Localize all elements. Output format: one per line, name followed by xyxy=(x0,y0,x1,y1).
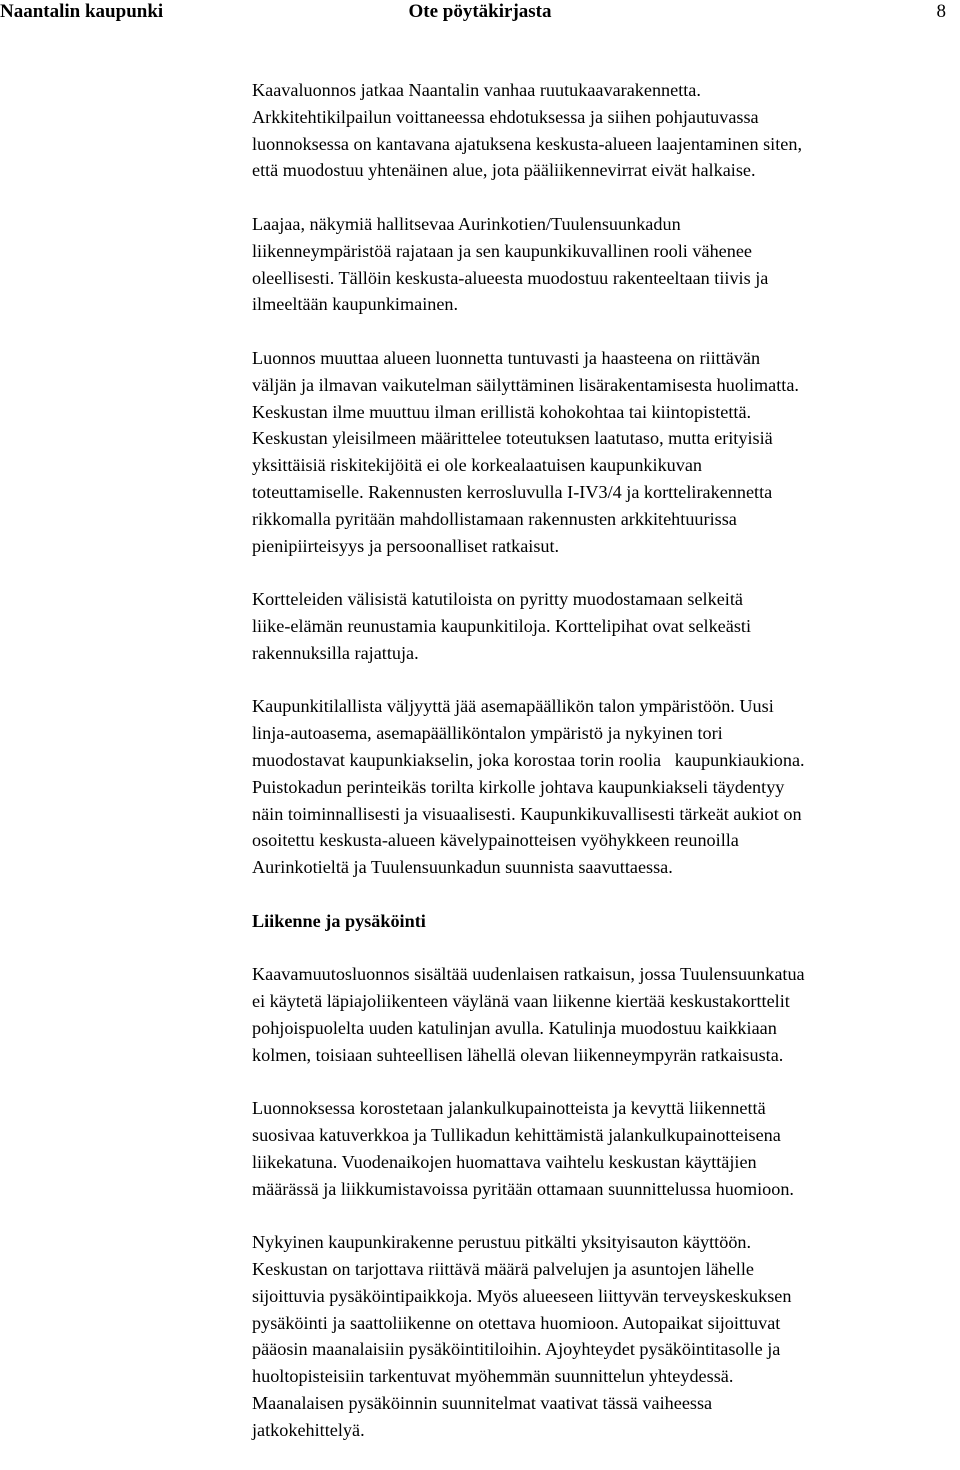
paragraph-4: Kortteleiden välisistä katutiloista on pyritty muodostamaan selkeitä liike-elämän reunustamia kaupunkitiloja. Korttelipihat ovat selkeästi rakennuksilla rajattuja. xyxy=(252,589,752,663)
paragraph-5: Kaupunkitilallista väljyyttä jää asemapäällikön talon ympäristöön. Uusi linja-autoasema, asemapäälliköntalon ympäristö ja nykyinen tori muodostavat kaupunkiakselin, joka korostaa torin roolia kaupunkiaukiona. Puistokadun perinteikäs torilta kirkolle johtava kaupunkiakseli täydentyy näin toiminnallisesti ja visuaalisesti. Kaupunkikuvallisesti tärkeät aukiot on osoitettu keskusta-alueen kävelypainotteisen vyöhykkeen reunoilla Aurinkotieltä ja Tuulensuunkadun suunnista saavuttaessa. xyxy=(252,696,805,878)
paragraph-3: Luonnos muuttaa alueen luonnetta tuntuvasti ja haasteena on riittävän väljän ja ilmavan vaikutelman säilyttäminen lisärakentamisesta huolimatta. Keskustan ilme muuttuu ilman erillistä kohokohtaa tai kiintopistettä. Keskustan yleisilmeen määrittelee toteutuksen laatutaso, mutta erityisiä yksittäisiä riskitekijöitä ei ole korkealaatuisen kaupunkikuvan toteuttamiselle. Rakennusten kerrosluvulla I-IV3/4 ja korttelirakennetta rikkomalla pyritään mahdollistamaan rakennusten arkkitehtuurissa pienipiirteisyys ja persoonalliset ratkaisut. xyxy=(252,347,799,556)
paragraph-8: Nykyinen kaupunkirakenne perustuu pitkälti yksityisauton käyttöön. Keskustan on tarjottava riittävä määrä palvelujen ja asuntojen lähelle sijoittuvia pysäköintipaikkoja. Myös alueeseen liittyvän terveyskeskuksen pysäköinti ja saattoliikenne on otettava huomioon. Autopaikat sijoittuvat pääosin maanalaisiin pysäköintitiloihin. Ajoyhteydet pysäköintitasolle ja huoltopisteisiin tarkentuvat myöhemmän suunnittelun yhteydessä. Maanalaisen pysäköinnin suunnitelmat vaativat tässä vaiheessa jatkokehittelyä. xyxy=(252,1232,792,1440)
paragraph-6: Kaavamuutosluonnos sisältää uudenlaisen ratkaisun, jossa Tuulensuunkatua ei käytetä läpiajoliikenteen väylänä vaan liikenne kiertää keskustakorttelit pohjoispuolelta uuden katulinjan avulla. Katulinja muodostuu kaikkiaan kolmen, toisiaan suhteellisen lähellä olevan liikenneympyrän ratkaisusta. xyxy=(252,964,805,1065)
document-body xyxy=(252,77,960,1470)
paragraph-1: Kaavaluonnos jatkaa Naantalin vanhaa ruutukaavarakennetta. Arkkitehtikilpailun voittaneessa ehdotuksessa ja siihen pohjautuvassa luonnoksessa on kantavana ajatuksena keskusta-alueen laajentaminen siten, että muodostuu yhtenäinen alue, jota pääliikennevirrat eivät halkaise. xyxy=(252,80,802,181)
section-heading: Liikenne ja pysäköinti xyxy=(252,910,426,931)
document-title: Ote pöytäkirjasta xyxy=(408,1,552,22)
paragraph-2: Laajaa, näkymiä hallitsevaa Aurinkotien/Tuulensuunkadun liikenneympäristöä rajataan ja sen kaupunkikuvallinen rooli vähenee oleellisesti. Tällöin keskusta-alueesta muodostuu rakenteeltaan tiivis ja ilmeeltään kaupunkimainen. xyxy=(252,213,769,315)
page-number: 8 xyxy=(936,1,946,22)
organization-name: Naantalin kaupunki xyxy=(0,1,164,22)
paragraph-7: Luonnoksessa korostetaan jalankulkupainotteista ja kevyttä liikennettä suosivaa katuverkkoa ja Tullikadun kehittämistä jalankulkupainotteisena liikekatuna. Vuodenaikojen huomattava vaihtelu keskustan käyttäjien määrässä ja liikkumistavoissa pyritään ottamaan suunnittelussa huomioon. xyxy=(252,1098,794,1199)
page-header xyxy=(0,0,960,28)
